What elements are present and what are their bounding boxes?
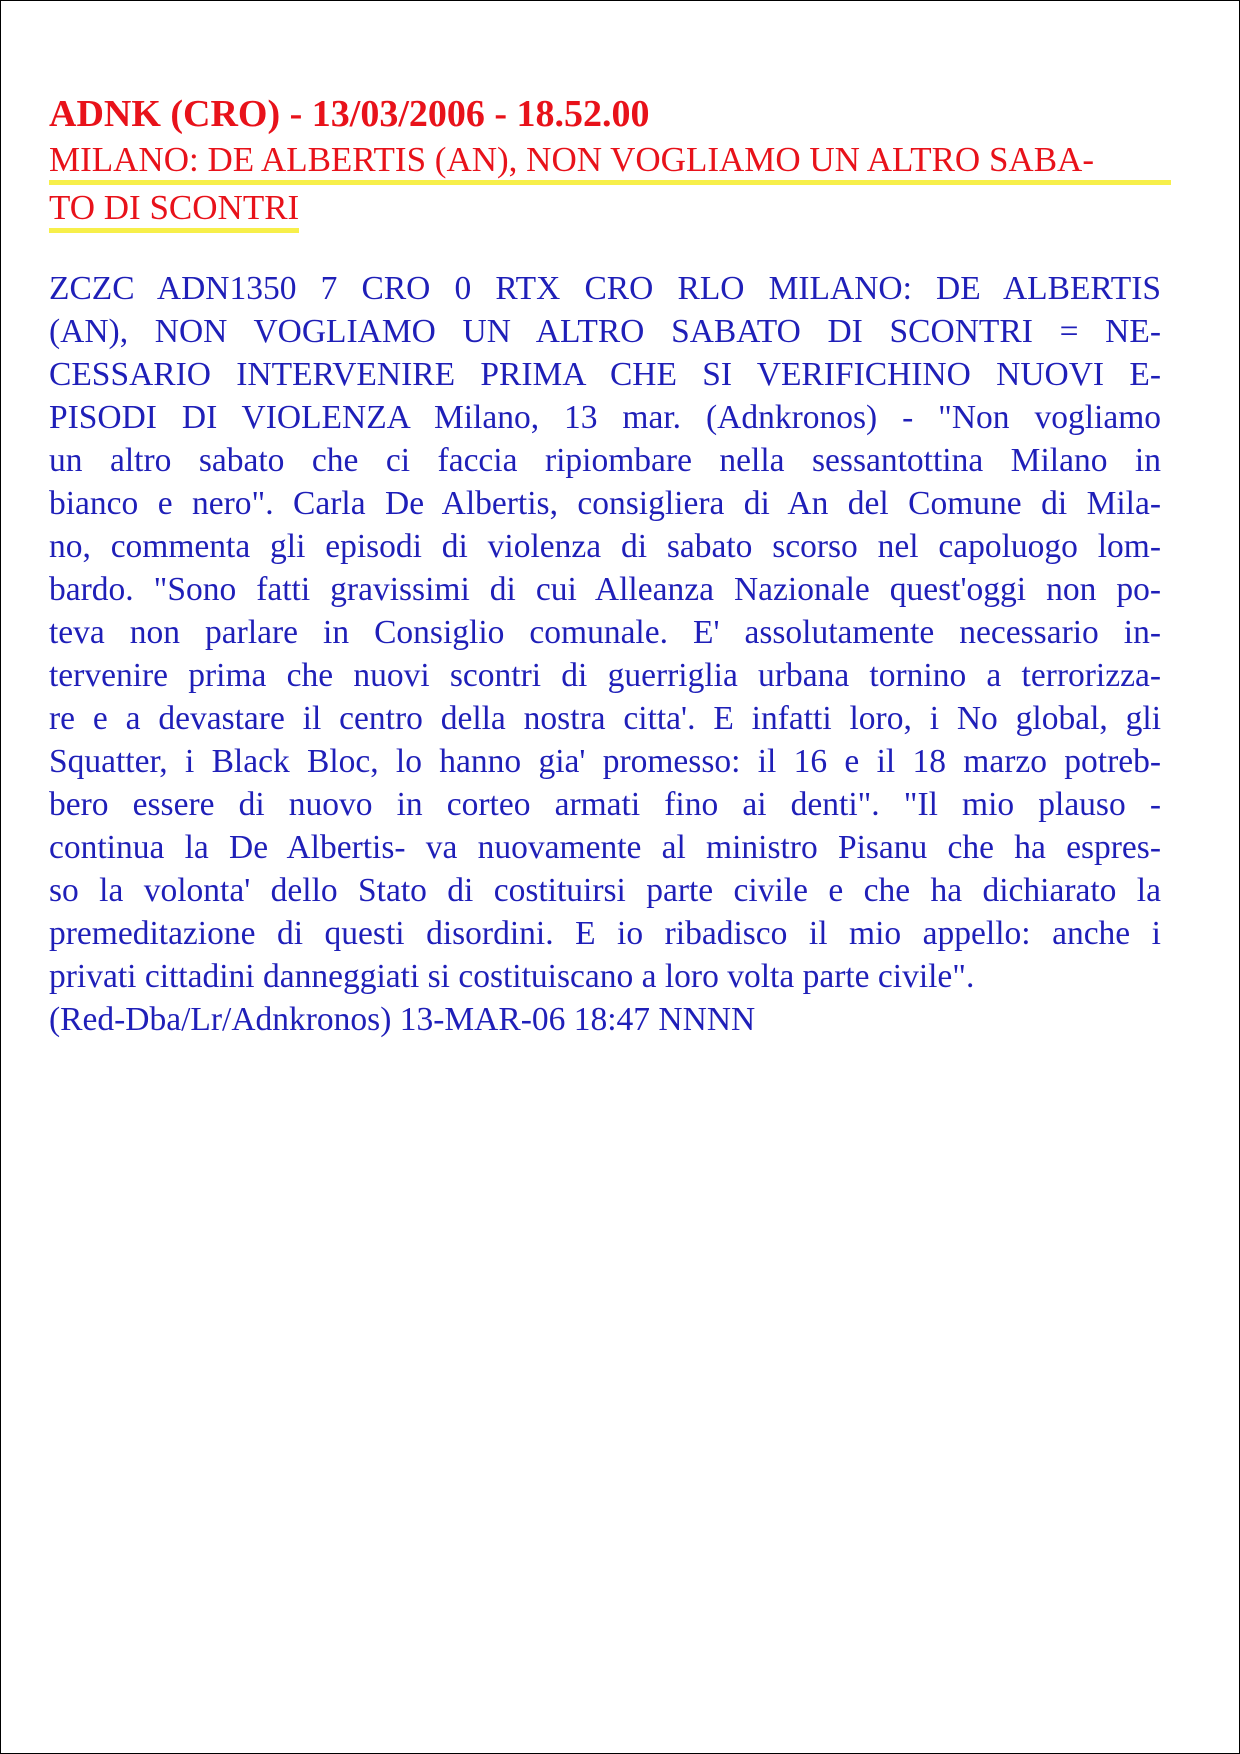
body-line: (Red-Dba/Lr/Adnkronos) 13-MAR-06 18:47 NNNN xyxy=(49,1001,756,1038)
body-line: ZCZC ADN1350 7 CRO 0 RTX CRO RLO MILANO: DE ALBERTIS xyxy=(49,270,1161,307)
headline-line: TO DI SCONTRI xyxy=(49,188,299,233)
body-line: Squatter, i Black Bloc, lo hanno gia' promesso: il 16 e il 18 marzo potreb- xyxy=(49,743,1161,780)
news-article xyxy=(49,91,1179,1041)
body-line: privati cittadini danneggiati si costituiscano a loro volta parte civile". xyxy=(49,958,975,995)
body-line: CESSARIO INTERVENIRE PRIMA CHE SI VERIFICHINO NUOVI E- xyxy=(49,356,1161,393)
body-line: un altro sabato che ci faccia ripiombare nella sessantottina Milano in xyxy=(49,442,1161,479)
body-line: re e a devastare il centro della nostra citta'. E infatti loro, i No global, gli xyxy=(49,700,1161,737)
body-line: (AN), NON VOGLIAMO UN ALTRO SABATO DI SCONTRI = NE- xyxy=(49,313,1161,350)
body-line: tervenire prima che nuovi scontri di guerriglia urbana tornino a terrorizza- xyxy=(49,657,1161,694)
body-line: PISODI DI VIOLENZA Milano, 13 mar. (Adnkronos) - "Non vogliamo xyxy=(49,399,1161,436)
body-line: no, commenta gli episodi di violenza di sabato scorso nel capoluogo lom- xyxy=(49,528,1161,565)
body-line: teva non parlare in Consiglio comunale. E' assolutamente necessario in- xyxy=(49,614,1161,651)
body-line: bero essere di nuovo in corteo armati fino ai denti". "Il mio plauso - xyxy=(49,786,1161,823)
headline xyxy=(49,137,1179,233)
headline-line: MILANO: DE ALBERTIS (AN), NON VOGLIAMO UN ALTRO SABA- xyxy=(49,140,1171,185)
body-line: premeditazione di questi disordini. E io ribadisco il mio appello: anche i xyxy=(49,915,1161,952)
body-line: bardo. "Sono fatti gravissimi di cui Alleanza Nazionale quest'oggi non po- xyxy=(49,571,1161,608)
dispatch-header: ADNK (CRO) - 13/03/2006 - 18.52.00 xyxy=(49,93,650,135)
body-line: bianco e nero". Carla De Albertis, consigliera di An del Comune di Mila- xyxy=(49,485,1161,522)
body-line: continua la De Albertis- va nuovamente al ministro Pisanu che ha espres- xyxy=(49,829,1161,866)
article-body xyxy=(49,267,1179,1041)
body-line: so la volonta' dello Stato di costituirsi parte civile e che ha dichiarato la xyxy=(49,872,1161,909)
